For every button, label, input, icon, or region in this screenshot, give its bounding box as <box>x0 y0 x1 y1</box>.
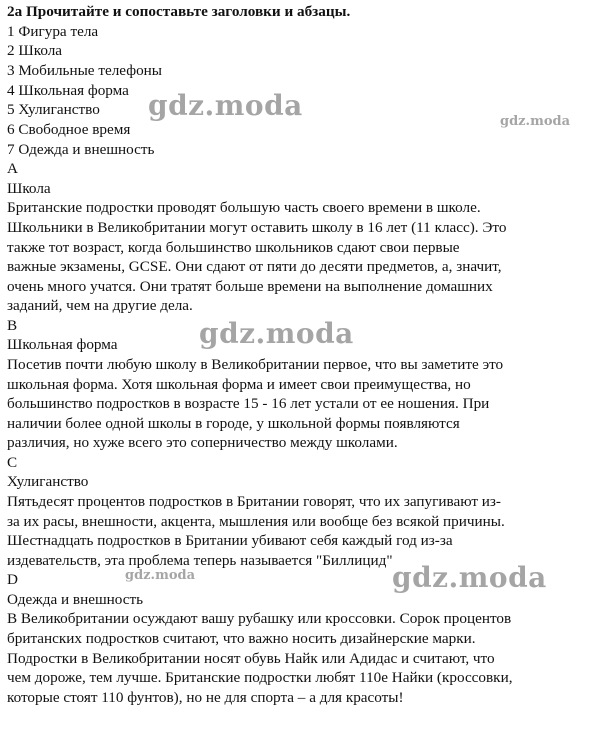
watermark: gdz.moda <box>148 89 303 122</box>
paragraph-a-line: важные экзамены, GCSE. Они сдают от пяти до десяти предметов, а, значит, <box>7 258 502 275</box>
paragraph-a-line: Британские подростки проводят большую часть своего времени в школе. <box>7 199 481 216</box>
task-title: 2a Прочитайте и сопоставьте заголовки и абзацы. <box>7 3 351 20</box>
paragraph-d-line: чем дороже, тем лучше. Британские подростки любят 110е Найки (кроссовки, <box>7 669 513 686</box>
paragraph-c-line: Шестнадцать подростков в Британии убивают себя каждый год из-за <box>7 532 453 549</box>
paragraph-letter-d: D <box>7 571 18 588</box>
paragraph-heading-d: Одежда и внешность <box>7 591 144 608</box>
heading-item-5: 5 Хулиганство <box>7 101 100 118</box>
paragraph-b-line: Посетив почти любую школу в Великобритании первое, что вы заметите это <box>7 356 504 373</box>
watermark: gdz.moda <box>500 114 571 129</box>
heading-item-6: 6 Свободное время <box>7 121 131 138</box>
watermark: gdz.moda <box>392 561 547 594</box>
paragraph-b-line: школьная форма. Хотя школьная форма и имеет свои преимущества, но <box>7 376 471 393</box>
paragraph-letter-a: A <box>7 160 18 177</box>
paragraph-a-line: очень много учатся. Они тратят больше времени на выполнение домашних <box>7 278 493 295</box>
heading-item-1: 1 Фигура тела <box>7 23 99 40</box>
paragraph-heading-b: Школьная форма <box>7 336 118 353</box>
heading-item-3: 3 Мобильные телефоны <box>7 62 162 79</box>
paragraph-letter-c: C <box>7 454 18 471</box>
paragraph-d-line: британских подростков считают, что важно носить дизайнерские марки. <box>7 630 476 647</box>
paragraph-c-line: издевательств, эта проблема теперь называется "Биллицид" <box>7 552 393 569</box>
heading-item-2: 2 Школа <box>7 42 63 59</box>
paragraph-a-line: Школьники в Великобритании могут оставить школу в 16 лет (11 класс). Это <box>7 219 507 236</box>
paragraph-letter-b: B <box>7 317 18 334</box>
paragraph-a-line: также тот возраст, когда большинство школьников сдают свои первые <box>7 239 460 256</box>
paragraph-a-line: заданий, чем на другие дела. <box>7 297 193 314</box>
paragraph-d-line: которые стоят 110 фунтов), но не для спорта – а для красоты! <box>7 689 404 706</box>
paragraph-heading-a: Школа <box>7 180 51 197</box>
paragraph-c-line: Пятьдесят процентов подростков в Британии говорят, что их запугивают из- <box>7 493 501 510</box>
paragraph-c-line: за их расы, внешности, акцента, мышления или вообще без всякой причины. <box>7 513 505 530</box>
heading-item-4: 4 Школьная форма <box>7 82 129 99</box>
paragraph-d-line: Подростки в Великобритании носят обувь Найк или Адидас и считают, что <box>7 650 495 667</box>
heading-item-7: 7 Одежда и внешность <box>7 141 155 158</box>
paragraph-b-line: наличии более одной школы в городе, у школьной формы появляются <box>7 415 460 432</box>
watermark: gdz.moda <box>125 568 196 583</box>
paragraph-heading-c: Хулиганство <box>7 473 89 490</box>
paragraph-b-line: большинство подростков в возрасте 15 - 16 лет устали от ее ношения. При <box>7 395 490 412</box>
paragraph-b-line: различия, но хуже всего это соперничество между школами. <box>7 434 398 451</box>
watermark: gdz.moda <box>199 317 354 350</box>
paragraph-d-line: В Великобритании осуждают вашу рубашку или кроссовки. Сорок процентов <box>7 610 512 627</box>
